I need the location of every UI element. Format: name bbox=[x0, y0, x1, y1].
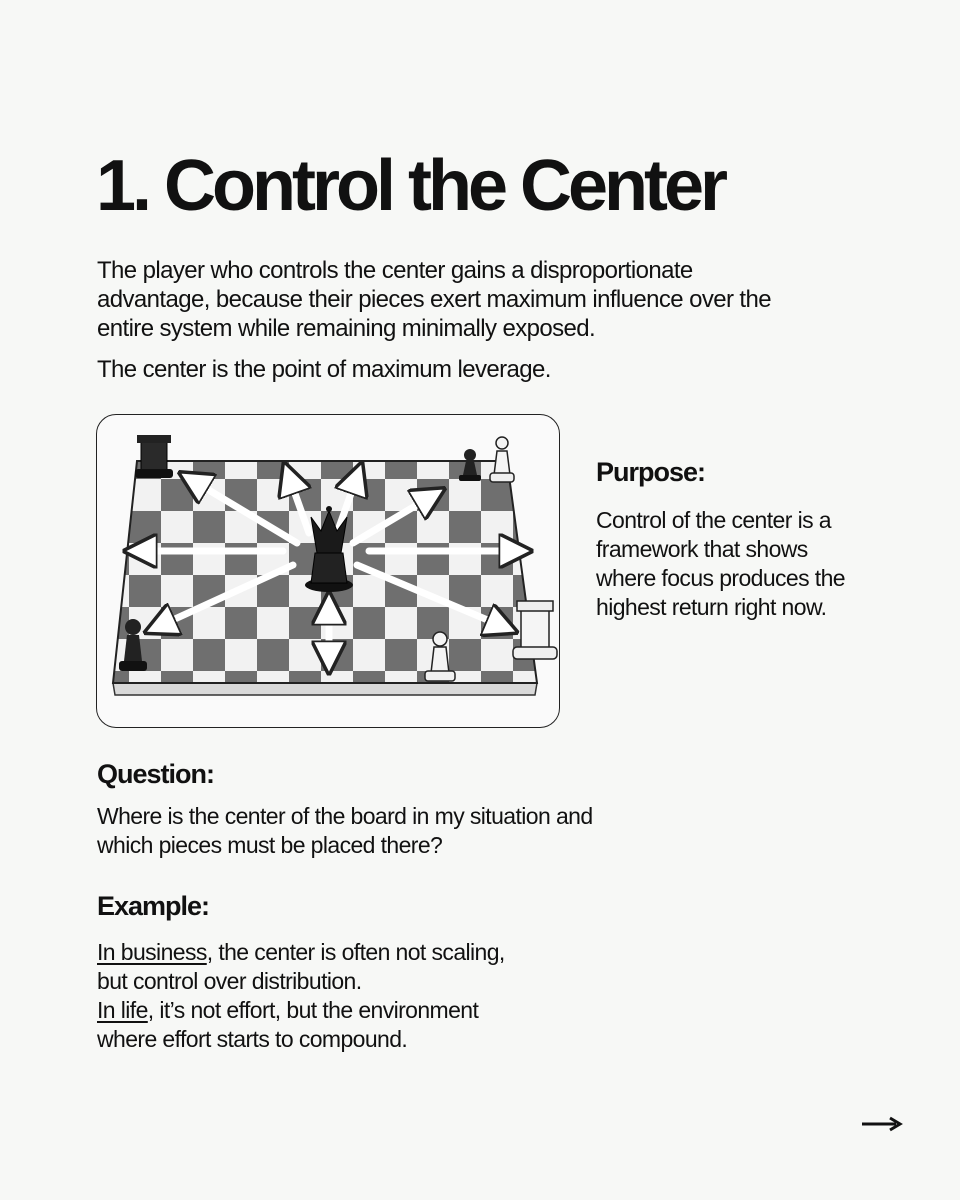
example-line-4: where effort starts to compound. bbox=[97, 1026, 408, 1052]
intro-text bbox=[97, 256, 797, 384]
purpose-heading: Purpose: bbox=[596, 457, 706, 487]
page-title: 1. Control the Center bbox=[96, 146, 725, 226]
purpose-text: Control of the center is a framework that shows where focus produces the highest return right now. bbox=[596, 507, 845, 620]
question-heading: Question: bbox=[97, 759, 214, 789]
example-line-1: , the center is often not scaling, bbox=[206, 939, 505, 965]
example-line-3: , it’s not effort, but the environment bbox=[147, 997, 479, 1023]
question-section bbox=[97, 758, 697, 860]
life-underlined-text: In life bbox=[97, 997, 148, 1023]
chessboard-illustration bbox=[96, 414, 560, 728]
next-button[interactable] bbox=[858, 1110, 906, 1138]
intro-paragraph: The player who controls the center gains a disproportionate advantage, because their pieces exert maximum influence over the entire system while remaining minimally exposed. bbox=[97, 257, 771, 342]
intro-paragraph-leverage: The center is the point of maximum leverage. bbox=[97, 356, 551, 383]
example-section bbox=[97, 890, 697, 1054]
business-underlined-text: In business bbox=[97, 939, 207, 965]
arrow-right-icon bbox=[858, 1110, 906, 1138]
example-text bbox=[97, 938, 697, 1054]
question-text: Where is the center of the board in my situation and which pieces must be placed there? bbox=[97, 803, 593, 858]
pawn-icon bbox=[490, 437, 514, 482]
board-edge bbox=[113, 683, 537, 695]
rook-icon bbox=[135, 435, 173, 478]
example-line-2: but control over distribution. bbox=[97, 968, 362, 994]
purpose-section bbox=[596, 456, 846, 622]
example-heading: Example: bbox=[97, 891, 210, 921]
